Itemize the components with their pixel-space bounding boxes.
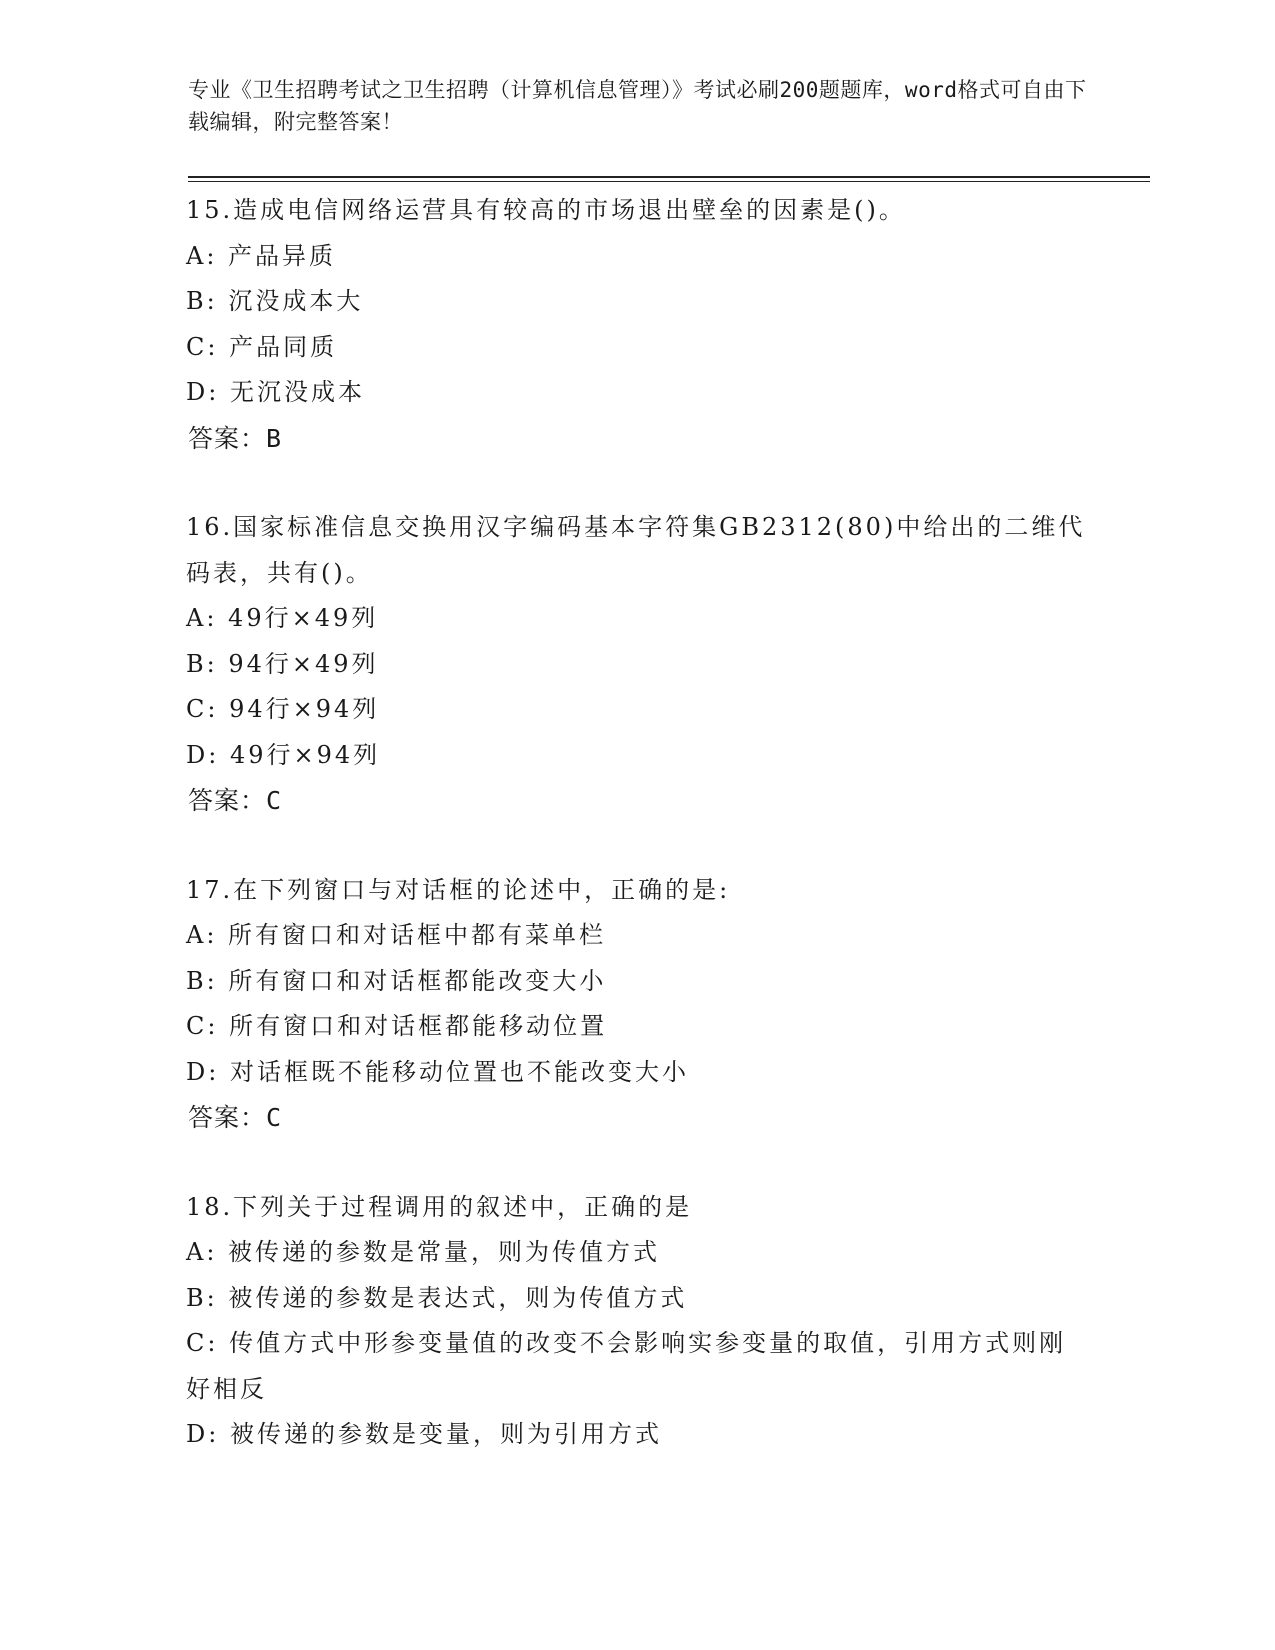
option-d: D: 对话框既不能移动位置也不能改变大小 <box>186 1057 689 1086</box>
option-c: C: 94行×94列 <box>186 695 380 723</box>
question-stem: 18.下列关于过程调用的叙述中，正确的是 <box>186 1192 693 1221</box>
header-divider-thin <box>188 181 1150 182</box>
option-c: C: 产品同质 <box>186 332 338 361</box>
option-a: A: 所有窗口和对话框中都有菜单栏 <box>186 921 607 949</box>
option-b: B: 被传递的参数是表达式，则为传值方式 <box>186 1283 688 1312</box>
answer-text: 答案：B <box>188 423 283 453</box>
option-a: A: 被传递的参数是常量，则为传值方式 <box>186 1238 661 1266</box>
question-15 <box>186 188 1086 461</box>
question-list <box>186 188 1086 1502</box>
answer-text: 答案：C <box>188 786 283 815</box>
question-stem: 15.造成电信网络运营具有较高的市场退出壁垒的因素是()。 <box>186 196 906 224</box>
question-17 <box>186 868 1086 1141</box>
option-a: A: 产品异质 <box>186 241 337 270</box>
option-d: D: 无沉没成本 <box>186 378 365 406</box>
question-stem: 17.在下列窗口与对话框的论述中，正确的是: <box>186 875 731 904</box>
header-divider-thick <box>188 176 1150 178</box>
option-b: B: 所有窗口和对话框都能改变大小 <box>186 966 607 995</box>
option-d: D: 49行×94列 <box>186 740 381 769</box>
option-b: B: 94行×49列 <box>186 649 379 678</box>
option-a: A: 49行×49列 <box>186 604 379 632</box>
question-16 <box>186 505 1086 824</box>
question-18 <box>186 1185 1086 1458</box>
option-d: D: 被传递的参数是变量，则为引用方式 <box>186 1420 662 1448</box>
option-c: C: 所有窗口和对话框都能移动位置 <box>186 1012 608 1040</box>
option-b: B: 沉没成本大 <box>186 287 364 315</box>
document-header: 专业《卫生招聘考试之卫生招聘（计算机信息管理）》考试必刷200题题库，word格式可自由下载编辑，附完整答案！ <box>188 78 1087 134</box>
question-stem: 16.国家标准信息交换用汉字编码基本字符集GB2312(80)中给出的二维代码表，共有()。 <box>186 513 1086 587</box>
option-c: C: 传值方式中形参变量值的改变不会影响实参变量的取值，引用方式则刚好相反 <box>186 1329 1067 1403</box>
answer-text: 答案：C <box>188 1103 283 1132</box>
